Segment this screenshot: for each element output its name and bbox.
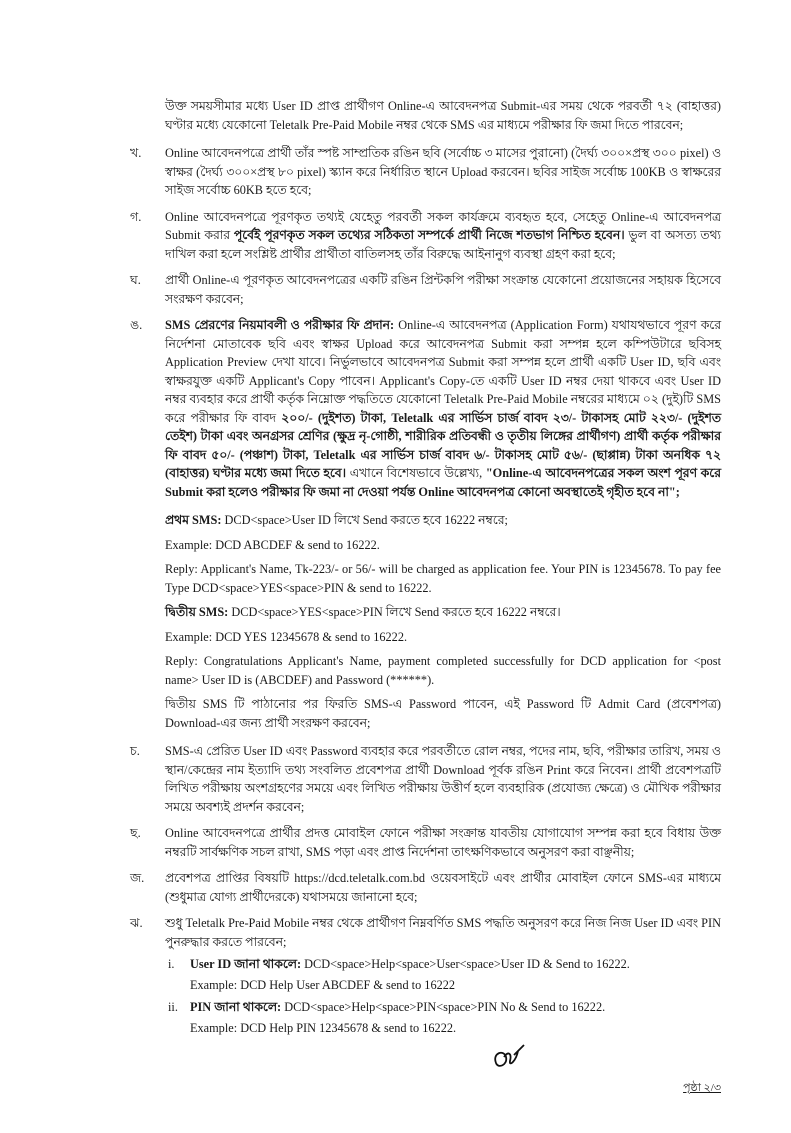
recover-user-id (168, 955, 721, 974)
item-text: প্রবেশপত্র প্রাপ্তির বিষয়টি https://dcd.teletalk.com.bd ওয়েবসাইটে এবং প্রার্থীর মোবাইল ফোনে SMS-এর মাধ্যমে (শুধুমাত্র যোগ্য প্রার্থীদেরকে) যথাসময়ে জানানো হবে; (165, 871, 721, 904)
text: Online-এ আবেদনপত্র (Application Form) যথাযথভাবে পূরণ করে নির্দেশনা মোতাবেক ছবি এবং স্বাক্ষর Upload করে আবেদনপত্র Submit করা সম্পন্ন হলে কম্পিউটারে ছবিসহ Application Preview দেখা যাবে। নির্ভুলভাবে আবেদনপত্র Submit করা সম্পন্ন হলে প্রার্থী একটি User ID, ছবি এবং স্বাক্ষরযুক্ত একটি Applicant's Copy পাবেন। Applicant's Copy-তে একটি User ID নম্বর দেয়া থাকবে এবং User ID নম্বর ব্যবহার করে প্রার্থী কর্তৃক নিম্নোক্ত পদ্ধতিতে যেকোনো Teletalk Pre-Paid Mobile নম্বরের মাধ্যমে ০২ (দুই)টি SMS করে পরীক্ষার ফি বাবদ (165, 318, 721, 425)
second-sms (130, 603, 721, 622)
item-marker: ঙ. (130, 318, 143, 332)
first-sms (130, 511, 721, 530)
item-photo-signature (130, 144, 721, 200)
item-text: SMS-এ প্রেরিত User ID এবং Password ব্যবহার করে পরবর্তীতে রোল নম্বর, পদের নাম, ছবি, পরীক্ষার তারিখ, সময় ও স্থান/কেন্দ্রের নাম ইত্যাদি তথ্য সংবলিত প্রবেশপত্র প্রার্থী Download পূর্বক রঙিন Print করে নিবেন। প্রার্থী প্রবেশপত্রটি লিখিত পরীক্ষায় অংশগ্রহণের সময়ে এবং লিখিত পরীক্ষায় উত্তীর্ণ হলে ব্যবহারিক (প্রযোজ্য ক্ষেত্রে) ও মৌখিক পরীক্ষার সময়ে অবশ্যই প্রদর্শন করবেন; (165, 744, 721, 814)
reply-1: Reply: Applicant's Name, Tk-223/- or 56/- will be charged as application fee. Your PIN is 12345678. To pay fee Type DCD<space>YES<space>PIN & send to 16222. (165, 562, 721, 595)
recover-pin-text (190, 998, 605, 1017)
text: Online আবেদনপত্রে পূরণকৃত তথ্যই যেহেতু পরবর্তী সকল কার্যক্রমে ব্যবহৃত হবে, সেহেতু Online-এ আবেদনপত্র Submit করার (165, 209, 721, 242)
item-marker: ঘ. (130, 273, 141, 287)
reply-2: Reply: Congratulations Applicant's Name, payment completed successfully for DCD application for <post name> User ID is (ABCDEF) and Password (******). (165, 654, 721, 687)
item-marker: ঝ. (130, 916, 143, 930)
text: DCD<space>YES<space>PIN লিখে Send করতে হবে 16222 নম্বরে। (228, 605, 561, 619)
text: DCD<space>Help<space>User<space>User ID & Send to 16222. (301, 957, 630, 971)
item-website (130, 869, 721, 906)
item-mobile (130, 824, 721, 861)
item-text (165, 316, 721, 501)
text: DCD<space>User ID লিখে Send করতে হবে 16222 নম্বরে; (221, 513, 508, 527)
item-info-accuracy (130, 208, 721, 264)
text: DCD<space>Help<space>PIN<space>PIN No & Send to 16222. (281, 1000, 606, 1014)
example-2: Example: DCD YES 12345678 & send to 16222. (165, 629, 408, 644)
recover-pin (168, 998, 721, 1017)
section-heading: SMS প্রেরণের নিয়মাবলী ও পরীক্ষার ফি প্রদান: (165, 318, 395, 332)
signature-icon (490, 1043, 526, 1079)
recover-pin-example: Example: DCD Help PIN 12345678 & send to 16222. (190, 1020, 457, 1035)
page-footer (130, 1043, 721, 1103)
intro-paragraph: উক্ত সময়সীমার মধ্যে User ID প্রাপ্ত প্রার্থীগণ Online-এ আবেদনপত্র Submit-এর সময় থেকে পরবর্তী ৭২ (বাহাত্তর) ঘণ্টার মধ্যে যেকোনো Teletalk Pre-Paid Mobile নম্বর থেকে SMS এর মাধ্যমে পরীক্ষার ফি জমা দিতে পারবেন; (165, 99, 721, 132)
sub-marker: ii. (168, 1000, 178, 1014)
label: User ID জানা থাকলে: (190, 957, 302, 971)
item-text (165, 208, 721, 264)
item-marker: গ. (130, 209, 142, 224)
example-1: Example: DCD ABCDEF & send to 16222. (165, 537, 380, 552)
item-marker: জ. (130, 871, 145, 885)
item-text: Online আবেদনপত্রে প্রার্থী তাঁর স্পষ্ট সাম্প্রতিক রঙিন ছবি (সর্বোচ্চ ৩ মাসের পুরানো) (দৈর্ঘ্য ৩০০×প্রস্থ ৩০০ pixel) ও স্বাক্ষর (দৈর্ঘ্য ৩০০×প্রস্থ ৮০ pixel) স্ক্যান করে নির্ধারিত স্থানে Upload করবেন। ছবির সাইজ সর্বোচ্চ 100KB ও স্বাক্ষরের সাইজ সর্বোচ্চ 60KB হতে হবে; (165, 146, 721, 197)
first-sms-label: প্রথম SMS: (165, 513, 222, 527)
item-printcopy (130, 271, 721, 308)
text: ভুল বা অসত্য তথ্য দাখিল করা হলে সংশ্লিষ্ট প্রার্থীর প্রার্থীতা বাতিলসহ তাঁর বিরুদ্ধে আইনানুগ ব্যবস্থা গ্রহণ করা হবে; (165, 228, 721, 261)
item-admit-card (130, 742, 721, 816)
sub-marker: i. (168, 957, 175, 971)
item-marker: ছ. (130, 826, 141, 840)
label: PIN জানা থাকলে: (190, 1000, 282, 1014)
item-sms-rules (130, 316, 721, 501)
recover-user-id-example: Example: DCD Help User ABCDEF & send to 16222 (190, 977, 456, 992)
bold-text: পূর্বেই পূরণকৃত সকল তথ্যের সঠিকতা সম্পর্কে প্রার্থী নিজে শতভাগ নিশ্চিত হবেন। (233, 228, 625, 242)
second-sms-label: দ্বিতীয় SMS: (165, 605, 229, 619)
item-recovery (130, 914, 721, 951)
text: এখানে বিশেষভাবে উল্লেখ্য, (346, 466, 486, 480)
password-note: দ্বিতীয় SMS টি পাঠানোর পর ফিরতি SMS-এ Password পাবেন, এই Password টি Admit Card (প্রবেশপত্র) Download-এর জন্য প্রার্থী সংরক্ষণ করবেন; (165, 697, 721, 730)
bold-text: ২০০/- (দুইশত) টাকা, Teletalk এর সার্ভিস চার্জ বাবদ ২৩/- টাকাসহ মোট ২২৩/- (দুইশত তেইশ) টাকা এবং অনগ্রসর শ্রেণির (ক্ষুদ্র নৃ-গোষ্ঠী, শারীরিক প্রতিবন্ধী ও তৃতীয় লিঙ্গের প্রার্থীগণ) প্রার্থী কর্তৃক পরীক্ষার ফি বাবদ ৫০/- (পঞ্চাশ) টাকা, Teletalk এর সার্ভিস চার্জ বাবদ ৬/- টাকাসহ মোট ৫৬/- (ছাপ্পান্ন) টাকা অনধিক ৭২ (বাহাত্তর) ঘণ্টার মধ্যে জমা দিতে হবে। (165, 410, 721, 480)
item-marker: খ. (130, 146, 142, 160)
page-number: পৃষ্ঠা ২/৩ (683, 1082, 721, 1094)
item-text: প্রার্থী Online-এ পূরণকৃত আবেদনপত্রের একটি রঙিন প্রিন্টকপি পরীক্ষা সংক্রান্ত যেকোনো প্রয়োজনের সহায়ক হিসেবে সংরক্ষণ করবেন; (165, 273, 721, 306)
recover-user-id-text (190, 955, 630, 974)
item-text: শুধু Teletalk Pre-Paid Mobile নম্বর থেকে প্রার্থীগণ নিম্নবর্ণিত SMS পদ্ধতি অনুসরণ করে নিজ নিজ User ID এবং PIN পুনরুদ্ধার করতে পারবেন; (165, 916, 721, 949)
item-marker: চ. (130, 744, 140, 758)
bold-text: "Online-এ আবেদনপত্রের সকল অংশ পূরণ করে Submit করা হলেও পরীক্ষার ফি জমা না দেওয়া পর্যন্ত Online আবেদনপত্র কোনো অবস্থাতেই গৃহীত হবে না"; (165, 466, 721, 499)
item-text: Online আবেদনপত্রে প্রার্থীর প্রদত্ত মোবাইল ফোনে পরীক্ষা সংক্রান্ত যাবতীয় যোগাযোগ সম্পন্ন করা হবে বিধায় উক্ত নম্বরটি সার্বক্ষণিক সচল রাখা, SMS পড়া এবং প্রাপ্ত নির্দেশনা তাৎক্ষণিকভাবে অনুসরণ করা বাঞ্ছনীয়; (165, 826, 721, 859)
